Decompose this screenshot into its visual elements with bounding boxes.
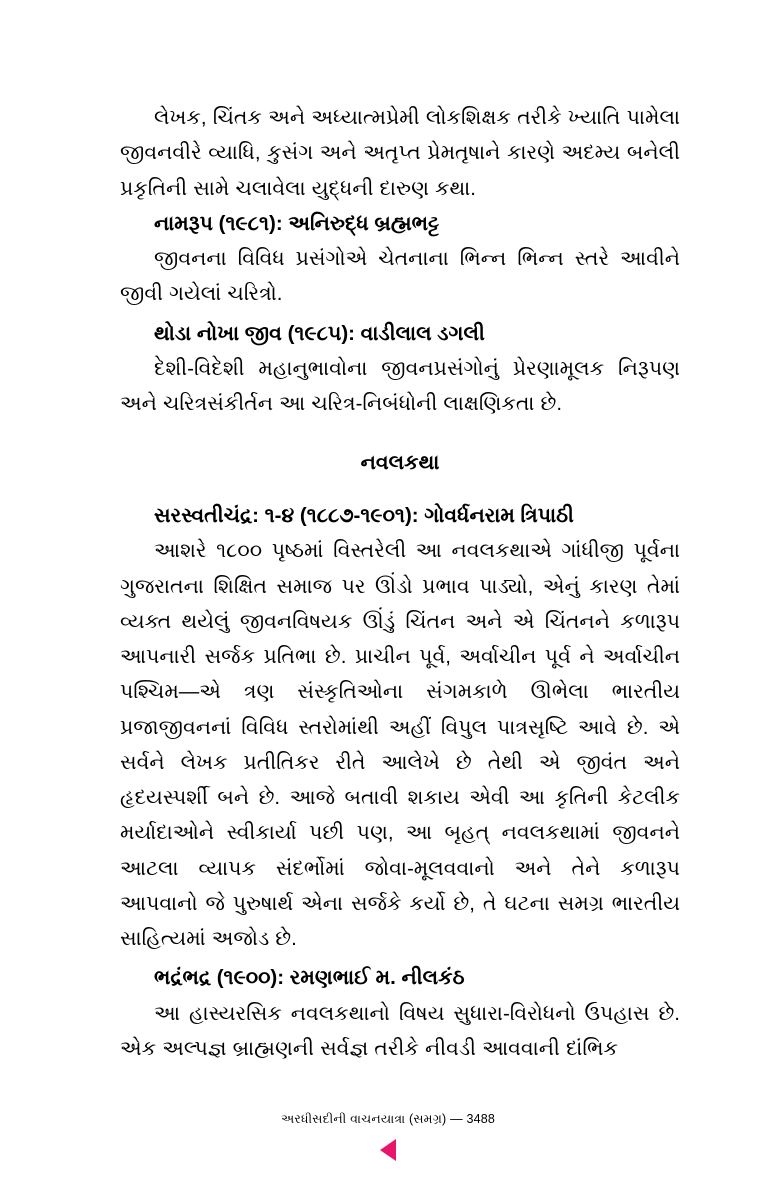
entry-heading-saraswatichandra: સરસ્વતીચંદ્ર: ૧-૪ (૧૮૮૭-૧૯૦૧): ગોવર્ધનરામ ત્રિપાઠી <box>154 504 574 528</box>
entry-body-bhadrambhadra: આ હાસ્યરસિક નવલકથાનો વિષય સુધારા-વિરોધનો ઉપહાસ છે. એક અલ્પજ્ઞ બ્રાહ્મણની સર્વજ્ઞ તરીકે નીવડી આવવાની દાંભિક <box>120 1001 680 1060</box>
entry-body-saraswatichandra: આશરે ૧૮૦૦ પૃષ્ઠમાં વિસ્તરેલી આ નવલકથાએ ગાંધીજી પૂર્વના ગુજરાતના શિક્ષિત સમાજ પર ઊંડો પ્રભાવ પાડ્યો, એનું કારણ તેમાં વ્યક્ત થયેલું જીવનવિષયક ઊંડું ચિંતન અને એ ચિંતનને કળારૂપ આપનારી સર્જક પ્રતિભા છે. પ્રાચીન પૂર્વ, અર્વાચીન પૂર્વ ને અર્વાચીન પશ્ચિમ—એ ત્રણ સંસ્કૃતિઓના સંગમકાળે ઊભેલા ભારતીય પ્રજાજીવનનાં વિવિધ સ્તરોમાંથી અહીં વિપુલ પાત્રસૃષ્ટિ આવે છે. એ સર્વને લેખક પ્રતીતિકર રીતે આલેખે છે તેથી એ જીવંત અને હૃદયસ્પર્શી બને છે. આજે બતાવી શકાય એવી આ કૃતિની કેટલીક મર્યાદાઓને સ્વીકાર્યા પછી પણ, આ બૃહત્ નવલકથામાં જીવનને આટલા વ્યાપક સંદર્ભોમાં જોવા-મૂલવવાનો અને તેને કળારૂપ આપવાનો જે પુરુષાર્થ એના સર્જકે કર્યો છે, તે ઘટના સમગ્ર ભારતીય સાહિત્યમાં અજોડ છે. <box>120 539 680 951</box>
entry-body-namarup: જીવનના વિવિધ પ્રસંગોએ ચેતનાના ભિન્ન ભિન્ન સ્તરે આવીને જીવી ગયેલાં ચરિત્રો. <box>120 247 680 306</box>
section-heading-navalkatha: નવલકથા <box>360 451 440 475</box>
page-footer: અરધીસદીની વાચનયાત્રા (સમગ્ર) — 3488 <box>280 1112 496 1126</box>
entry-heading-namarup: નામરૂપ (૧૯૮૧): અનિરુદ્ધ બ્રહ્મભટ્ટ <box>154 211 440 235</box>
entry-heading-bhadrambhadra: ભદ્રંભદ્ર (૧૯૦૦): રમણભાઈ મ. નીલકંઠ <box>154 966 465 990</box>
page-content <box>120 100 680 1066</box>
entry-body-thoda-nokha-jiv: દેશી-વિદેશી મહાનુભાવોના જીવનપ્રસંગોનું પ્રેરણામૂલક નિરૂપણ અને ચરિત્રસંકીર્તન આ ચરિત્ર-નિબંધોની લાક્ષણિકતા છે. <box>120 356 680 415</box>
prev-page-triangle-icon[interactable] <box>380 1139 396 1161</box>
entry-heading-thoda-nokha-jiv: થોડા નોખા જીવ (૧૯૮૫): વાડીલાલ ડગલી <box>154 321 485 345</box>
intro-paragraph: લેખક, ચિંતક અને અધ્યાત્મપ્રેમી લોકશિક્ષક તરીકે ખ્યાતિ પામેલા જીવનવીરે વ્યાધિ, કુસંગ અને અતૃપ્ત પ્રેમતૃષાને કારણે અદમ્ય બનેલી પ્રકૃતિની સામે ચલાવેલા યુદ્ધની દારુણ કથા. <box>120 106 680 200</box>
